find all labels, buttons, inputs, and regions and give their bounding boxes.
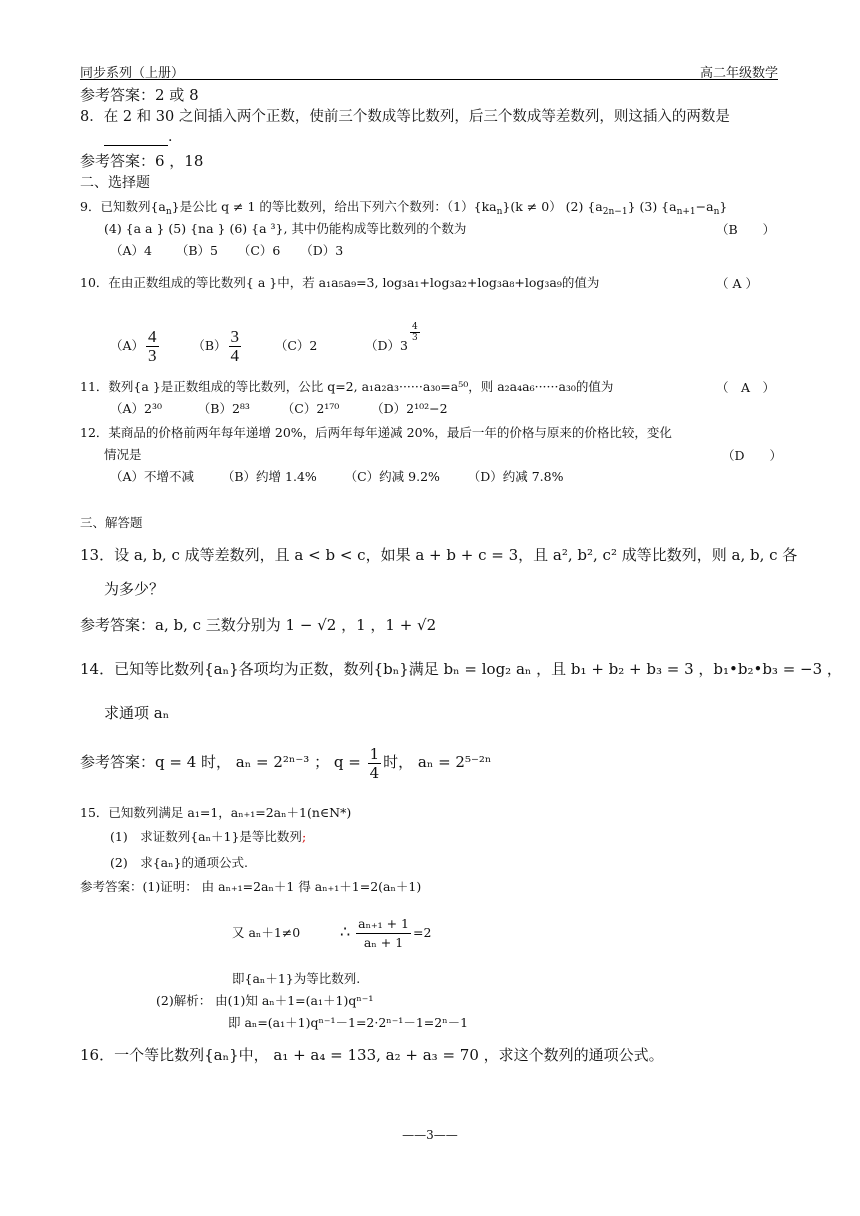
q9-option-b: （B）5 [175, 243, 218, 258]
q11-text: 11．数列{a }是正数组成的等比数列，公比 q=2, a₁a₂a₃······a₃₀=a⁵⁰，则 a₂a₄a₆······a₃₀的值为 [80, 379, 614, 394]
q9-option-a: （A）4 [110, 243, 152, 258]
q10-b-den: 4 [230, 346, 240, 365]
q12-option-a: （A）不增不减 [110, 469, 195, 484]
q8-period: . [168, 129, 173, 145]
q10-option-d-exponent [410, 322, 420, 343]
q12-option-b: （B）约增 1.4% [221, 469, 317, 484]
q13-line2: 为多少？ [104, 580, 165, 598]
q15-sub1 [110, 828, 306, 846]
q8-answer: 参考答案：6 ，18 [80, 152, 204, 170]
q10-answer-mark: （ A ） [716, 276, 758, 291]
q9-options [110, 242, 343, 260]
section-3-title: 三、解答题 [80, 515, 143, 530]
page-number: ——3—— [402, 1128, 458, 1142]
q12-answer-mark: （D ） [722, 448, 783, 463]
q13-answer: 参考答案：a, b, c 三数分别为 1 − √2 ，1 ，1 + √2 [80, 616, 437, 634]
q12-option-c: （C）约减 9.2% [344, 469, 440, 484]
q10-options [110, 322, 422, 368]
q9-text-c: }(k ≠ 0） (2) {a [502, 199, 603, 214]
q10-option-b-label: （B） [192, 338, 227, 353]
q10-option-b-fraction [229, 328, 242, 365]
q15-ans1: 参考答案：(1)证明： 由 aₙ₊₁=2aₙ＋1 得 aₙ₊₁＋1=2(aₙ＋1) [80, 879, 422, 894]
q14-answer-b: q = [333, 753, 366, 771]
q12-line2: 情况是 [104, 447, 142, 462]
q8-text: 8．在 2 和 30 之间插入两个正数，使前三个数成等比数列，后三个数成等差数列，则这插入的两数是 [80, 109, 730, 125]
q9-text-b: }是公比 q ≠ 1 的等比数列，给出下列六个数列：（1）{ka [171, 199, 497, 214]
q13-line1: 13．设 a, b, c 成等差数列，且 a < b < c，如果 a + b + c = 3，且 a², b², c² 成等比数列，则 a, b, c 各 [80, 546, 798, 564]
q8-blank [104, 131, 168, 146]
q15-ans2-eq: =2 [412, 925, 432, 940]
q15-ans2-num: aₙ₊₁ + 1 [356, 915, 411, 934]
q14-line1: 14．已知等比数列{aₙ}各项均为正数，数列{bₙ}满足 bₙ = log₂ aₙ ，且 b₁ + b₂ + b₃ = 3 ，b₁•b₂•b₃ = −3 ， [80, 660, 842, 678]
q15-sub2: (2) 求{aₙ}的通项公式. [110, 855, 248, 870]
q16-text: 16．一个等比数列{aₙ}中， a₁ + a₄ = 133, a₂ + a₃ = 70 ，求这个数列的通项公式。 [80, 1046, 664, 1064]
q14-answer-a: 参考答案：q = 4 时， aₙ = 2²ⁿ⁻³ ； [80, 753, 330, 771]
q10-option-a-label: （A） [110, 338, 145, 353]
q12-options [110, 468, 564, 486]
header-right: 高二年级数学 [700, 66, 779, 81]
q11-options [110, 400, 448, 418]
q10-d-exp-den: 3 [412, 333, 418, 343]
q15-ans2 [232, 912, 431, 953]
q11-answer-mark: （ A ） [716, 380, 776, 395]
q9-option-c: （C）6 [237, 243, 281, 258]
q15-ans3: 即{aₙ＋1}为等比数列. [232, 971, 361, 986]
header-rule [80, 79, 778, 80]
q10-text: 10．在由正数组成的等比数列{ a }中，若 a₁a₅a₉=3, log₃a₁+log₃a₂+log₃a₈+log₃a₉的值为 [80, 275, 600, 290]
q15-ans4: (2)解析： 由(1)知 aₙ＋1=(a₁＋1)qⁿ⁻¹ [156, 993, 374, 1008]
q14-answer [80, 740, 491, 784]
therefore-symbol: ∴ [339, 922, 351, 941]
q10-d-exp-num: 4 [412, 322, 418, 332]
q14-answer-num: 1 [369, 744, 380, 763]
q9-line2: (4) {a a } (5) {na } (6) {a ³}, 其中仍能构成等比数列的个数为 [104, 221, 467, 236]
q10-option-c: （C）2 [274, 338, 318, 353]
section-2-title: 二、选择题 [80, 175, 150, 191]
q10-a-num: 4 [148, 327, 157, 346]
q9-answer-mark: （B ） [716, 222, 776, 237]
q14-answer-den: 4 [369, 763, 380, 782]
q10-b-num: 3 [230, 327, 240, 346]
q14-line2: 求通项 aₙ [104, 704, 170, 722]
q15-ans2-den: aₙ + 1 [363, 935, 404, 950]
q9-line1: 9．已知数列$\{a_n\}$是公比 q ≠ 1 的等比数列，给出下列六个数列：$(1)\{ka_n\}(k \ne 0)$ (2) $\{a_{2n-1}\}$ (3) $\{a_{n+1}-a_n\}$ [80, 199, 728, 217]
q14-answer-c: 时， aₙ = 2⁵⁻²ⁿ [383, 753, 492, 771]
prev-answer: 参考答案：2 或 8 [80, 86, 199, 104]
q11-option-a: （A）2³⁰ [110, 401, 163, 416]
q12-option-d: （D）约减 7.8% [467, 469, 564, 484]
q15-ans2-a: 又 aₙ＋1≠0 [232, 925, 301, 940]
q14-answer-fraction [368, 745, 382, 782]
q11-option-b: （B）2⁸³ [197, 401, 250, 416]
q9-option-d: （D）3 [300, 243, 344, 258]
q15-ans2-fraction [356, 915, 411, 952]
header-left: 同步系列（上册） [80, 66, 185, 81]
q8-blank-line [104, 128, 172, 146]
q12-line1: 12．某商品的价格前两年每年递增 20%，后两年每年递减 20%，最后一年的价格与原来的价格比较，变化 [80, 425, 672, 440]
q10-option-a-fraction [146, 328, 159, 365]
q10-a-den: 3 [148, 346, 157, 365]
q10-option-d: （D）3 [365, 338, 409, 353]
q9-text-a: 9．已知数列{a [80, 199, 166, 214]
q11-option-c: （C）2¹⁷⁰ [281, 401, 340, 416]
q9-text-d: } (3) {a [627, 199, 677, 214]
q11-option-d: （D）2¹⁰²−2 [371, 401, 448, 416]
q15-sub1-mark: ; [301, 829, 307, 844]
q15-line1: 15．已知数列满足 a₁=1，aₙ₊₁=2aₙ＋1(n∈N*) [80, 805, 352, 820]
q15-sub1-text: (1) 求证数列{aₙ＋1}是等比数列 [110, 829, 302, 844]
q15-ans5: 即 aₙ=(a₁＋1)qⁿ⁻¹－1=2·2ⁿ⁻¹－1=2ⁿ－1 [228, 1015, 469, 1030]
